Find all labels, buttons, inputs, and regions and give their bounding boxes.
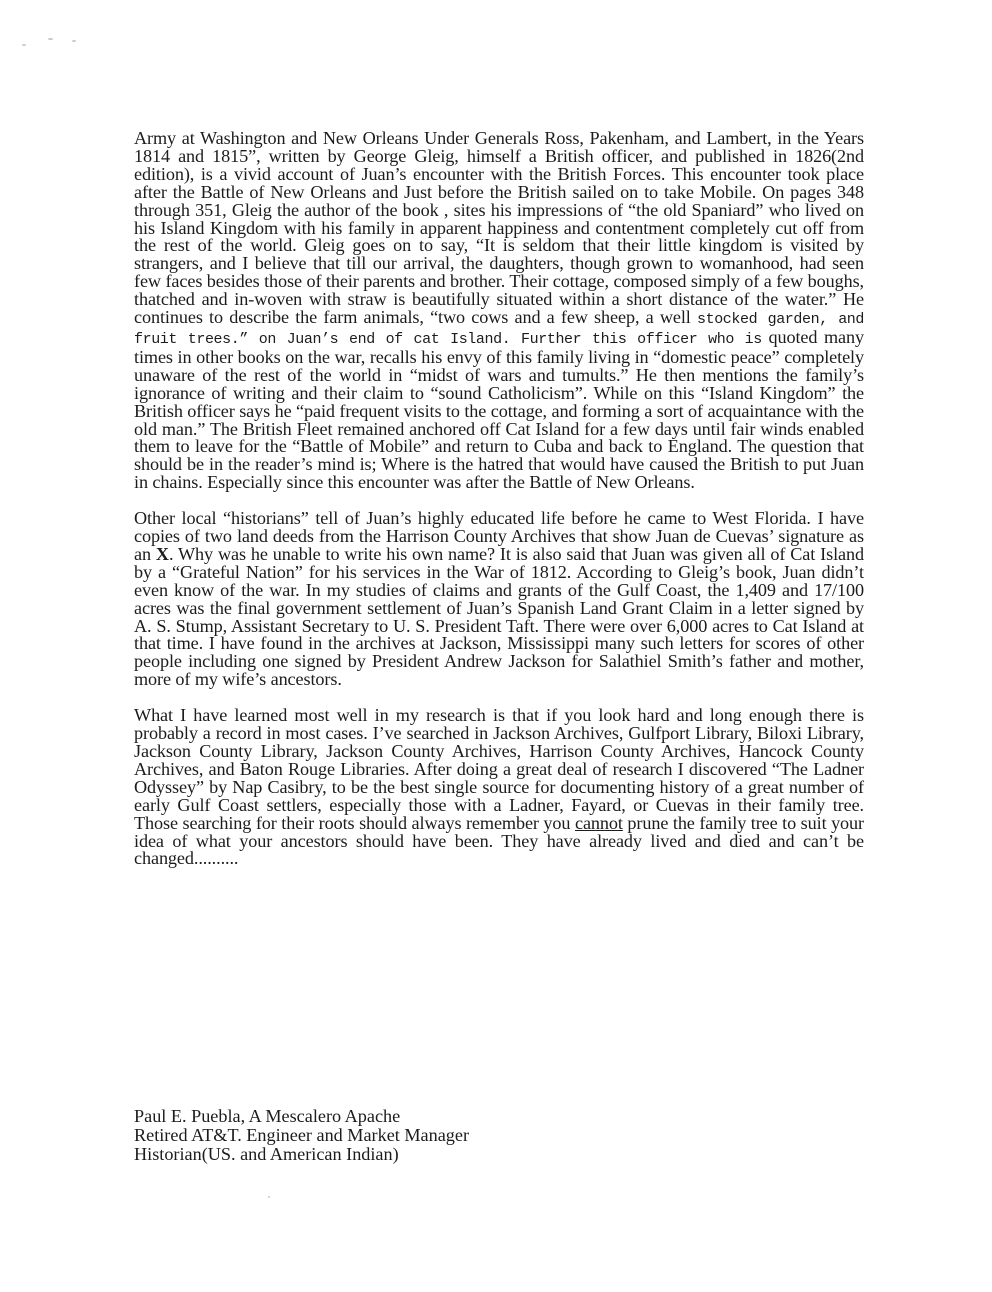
author-role: Historian(US. and American Indian) xyxy=(134,1144,399,1164)
paragraph-local-historians xyxy=(134,510,864,689)
author-name: Paul E. Puebla, A Mescalero Apache xyxy=(134,1106,401,1126)
signature-block xyxy=(134,1107,734,1164)
paragraph-research-lessons xyxy=(134,707,864,868)
author-title: Retired AT&T. Engineer and Market Manager xyxy=(134,1125,470,1145)
signature-mark-x: X xyxy=(155,543,169,564)
paragraph-text-typed: stocked garden, and fruit trees.” on Juan’s end of cat Island. Further this officer who is xyxy=(134,311,864,348)
paragraph-text: What I have learned most well in my research is that if you look hard and long enough there is probably a record in most cases. I’ve searched in Jackson Archives, Gulfport Library, Biloxi Library, Jackson County Library, Jackson County Archives, Harrison County Archives, Hancock County Archives, and Baton Rouge Libraries. After doing a great deal of research I discovered “The Ladner Odyssey” by Nap Casibry, to be the best single source for documenting history of a great number of early Gulf Coast settlers, especially those with a Ladner, Fayard, or Cuevas in their family tree. Those searching for their roots should always remember you xyxy=(134,705,864,833)
paragraph-text: Other local “historians” tell of Juan’s highly educated life before he came to West Florida. I have copies of two land deeds from the Harrison County Archives that show Juan de Cuevas’ signature as an xyxy=(134,508,864,564)
underlined-word: cannot xyxy=(574,812,623,833)
paragraph-text: quoted many times in other books on the war, recalls his envy of this family living in “domestic peace” completely unaware of the rest of the world in “midst of wars and tumults.” He then mentions the family’s ignorance of writing and their claim to “sound Catholicism”. While on this “Island Kingdom” the British officer says he “paid frequent visits to the cottage, and forming a sort of acquaintance with the old man.” The British Fleet remained anchored off Cat Island for a few days until fair winds enabled them to leave for the “Battle of Mobile” and return to Cuba and back to England. The question that should be in the reader’s mind is; Where is the hatred that would have caused the British to put Juan in chains. Especially since this encounter was after the Battle of New Orleans. xyxy=(134,326,865,493)
paragraph-text: Army at Washington and New Orleans Under Generals Ross, Pakenham, and Lambert, in the Years 1814 and 1815”, written by George Gleig, himself a British officer, and published in 1826(2nd edition), is a vivid account of Juan’s encounter with the British Forces. This encounter took place after the Battle of New Orleans and Just before the British sailed on to take Mobile. On pages 348 through 351, Gleig the author of the book , sites his impressions of “the old Spaniard” who lived on his Island Kingdom with his family in apparent happiness and contentment completely cut off from the rest of the world. Gleig goes on to say, “It is seldom that their little kingdom is visited by strangers, and I believe that till our arrival, the daughters, though grown to womanhood, had seen few faces besides those of their parents and brother. Their cottage, composed simply of a few boughs, thatched and in-woven with straw is beautifully situated within a short distance of the water.” He continues to describe the farm animals, “two cows and a few sheep, a well xyxy=(134,128,864,328)
scan-mark xyxy=(48,38,53,40)
scan-mark xyxy=(268,1196,270,1198)
paragraph-gleig-account xyxy=(134,130,864,492)
scan-mark xyxy=(72,40,76,42)
paragraph-text: . Why was he unable to write his own name? It is also said that Juan was given all of Cat Island by a “Grateful Nation” for his services in the War of 1812. According to Gleig’s book, Juan didn’t even know of the war. In my studies of claims and grants of the Gulf Coast, the 1,409 and 17/100 acres was the final government settlement of Juan’s Spanish Land Grant Claim in a letter signed by A. S. Stump, Assistant Secretary to U. S. President Taft. There were over 6,000 acres to Cat Island at that time. I have found in the archives at Jackson, Mississippi many such letters for scores of other people including one signed by President Andrew Jackson for Salathiel Smith’s father and mother, more of my wife’s ancestors. xyxy=(134,543,864,690)
paragraph-text: prune the family tree to suit your idea of what your ancestors should have been. They have already lived and died and can’t be changed.......... xyxy=(134,812,865,869)
scan-mark xyxy=(22,44,26,46)
body-text xyxy=(134,130,864,886)
